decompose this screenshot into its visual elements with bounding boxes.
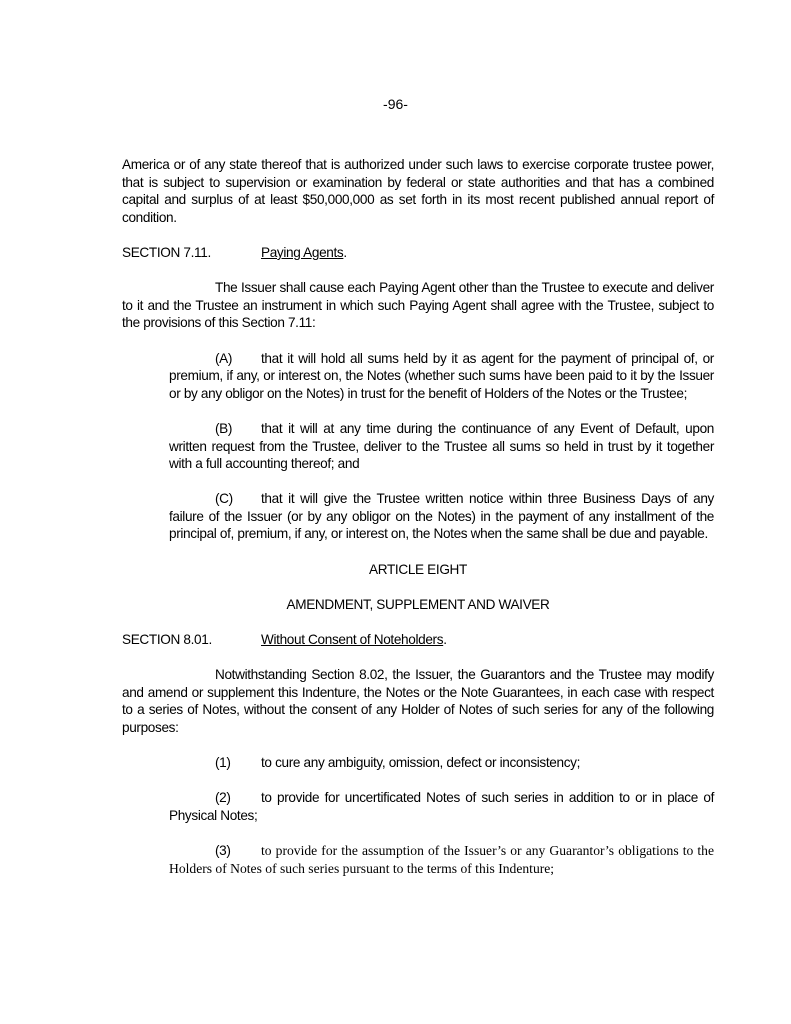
section-number: SECTION 7.11. [122,244,211,260]
section-8-01-heading: SECTION 8.01. Without Consent of Noteholders. [122,632,447,648]
section-8-01-intro: Notwithstanding Section 8.02, the Issuer, the Guarantors and the Trustee may modify and amend or supplement this Indenture, the Notes or the Note Guarantees, in each case with respect to a series of Notes, without the consent of any Holder of Notes of such series for any of the following purposes: [122,667,714,735]
item-text: that it will at any time during the continuance of any Event of Default, upon written request from the Trustee, deliver to the Trustee all sums so held in trust by it together with a full accounting thereof; and [169,420,714,472]
section-title: Paying Agents [261,244,344,260]
list-item-1 [169,754,714,772]
item-text: to provide for uncertificated Notes of such series in addition to or in place of Physical Notes; [169,790,714,823]
list-item-b [169,420,714,473]
section-number: SECTION 8.01. [122,632,212,648]
list-item-2 [169,789,714,824]
item-text: that it will hold all sums held by it as agent for the payment of principal of, or premium, if any, or interest on, the Notes (whether such sums have been paid to it by the Issuer or by any obligor on the Notes) in trust for the benefit of Holders of the Notes or the Trustee; [169,350,714,401]
opening-paragraph: America or of any state thereof that is authorized under such laws to exercise corporate trustee power, that is subject to supervision or examination by federal or state authorities and that has a combined capital and surplus of at least $50,000,000 as set forth in its most recent published annual report of condition. [122,157,714,225]
item-label: (A) [215,350,233,366]
section-7-11-intro: The Issuer shall cause each Paying Agent other than the Trustee to execute and deliver to it and the Trustee an instrument in which such Paying Agent shall agree with the Trustee, subject to the provisions of this Section 7.11: [122,280,714,331]
page-number: -96- [383,96,408,112]
item-text: to cure any ambiguity, omission, defect or inconsistency; [261,755,581,771]
item-label: (B) [215,420,233,436]
item-label: (3) [215,843,231,859]
document-body [122,156,714,895]
item-text: to provide for the assumption of the Issuer’s or any Guarantor’s obligations to the Holders of Notes of such series pursuant to the terms of this Indenture; [169,843,714,876]
item-label: (2) [215,790,231,806]
list-item-3 [169,842,714,877]
section-7-11-heading: SECTION 7.11. Paying Agents. [122,244,347,260]
section-title: Without Consent of Noteholders [261,632,444,648]
item-text: that it will give the Trustee written notice within three Business Days of any failure of the Issuer (or by any obligor on the Notes) in the payment of any installment of the principal of, premium, if any, or interest on, the Notes when the same shall be due and payable. [169,491,714,542]
article-subheading: AMENDMENT, SUPPLEMENT AND WAIVER [286,596,550,612]
item-label: (1) [215,755,231,771]
list-item-c [169,490,714,543]
article-heading: ARTICLE EIGHT [369,561,467,577]
item-label: (C) [215,491,233,507]
list-item-a [169,350,714,403]
